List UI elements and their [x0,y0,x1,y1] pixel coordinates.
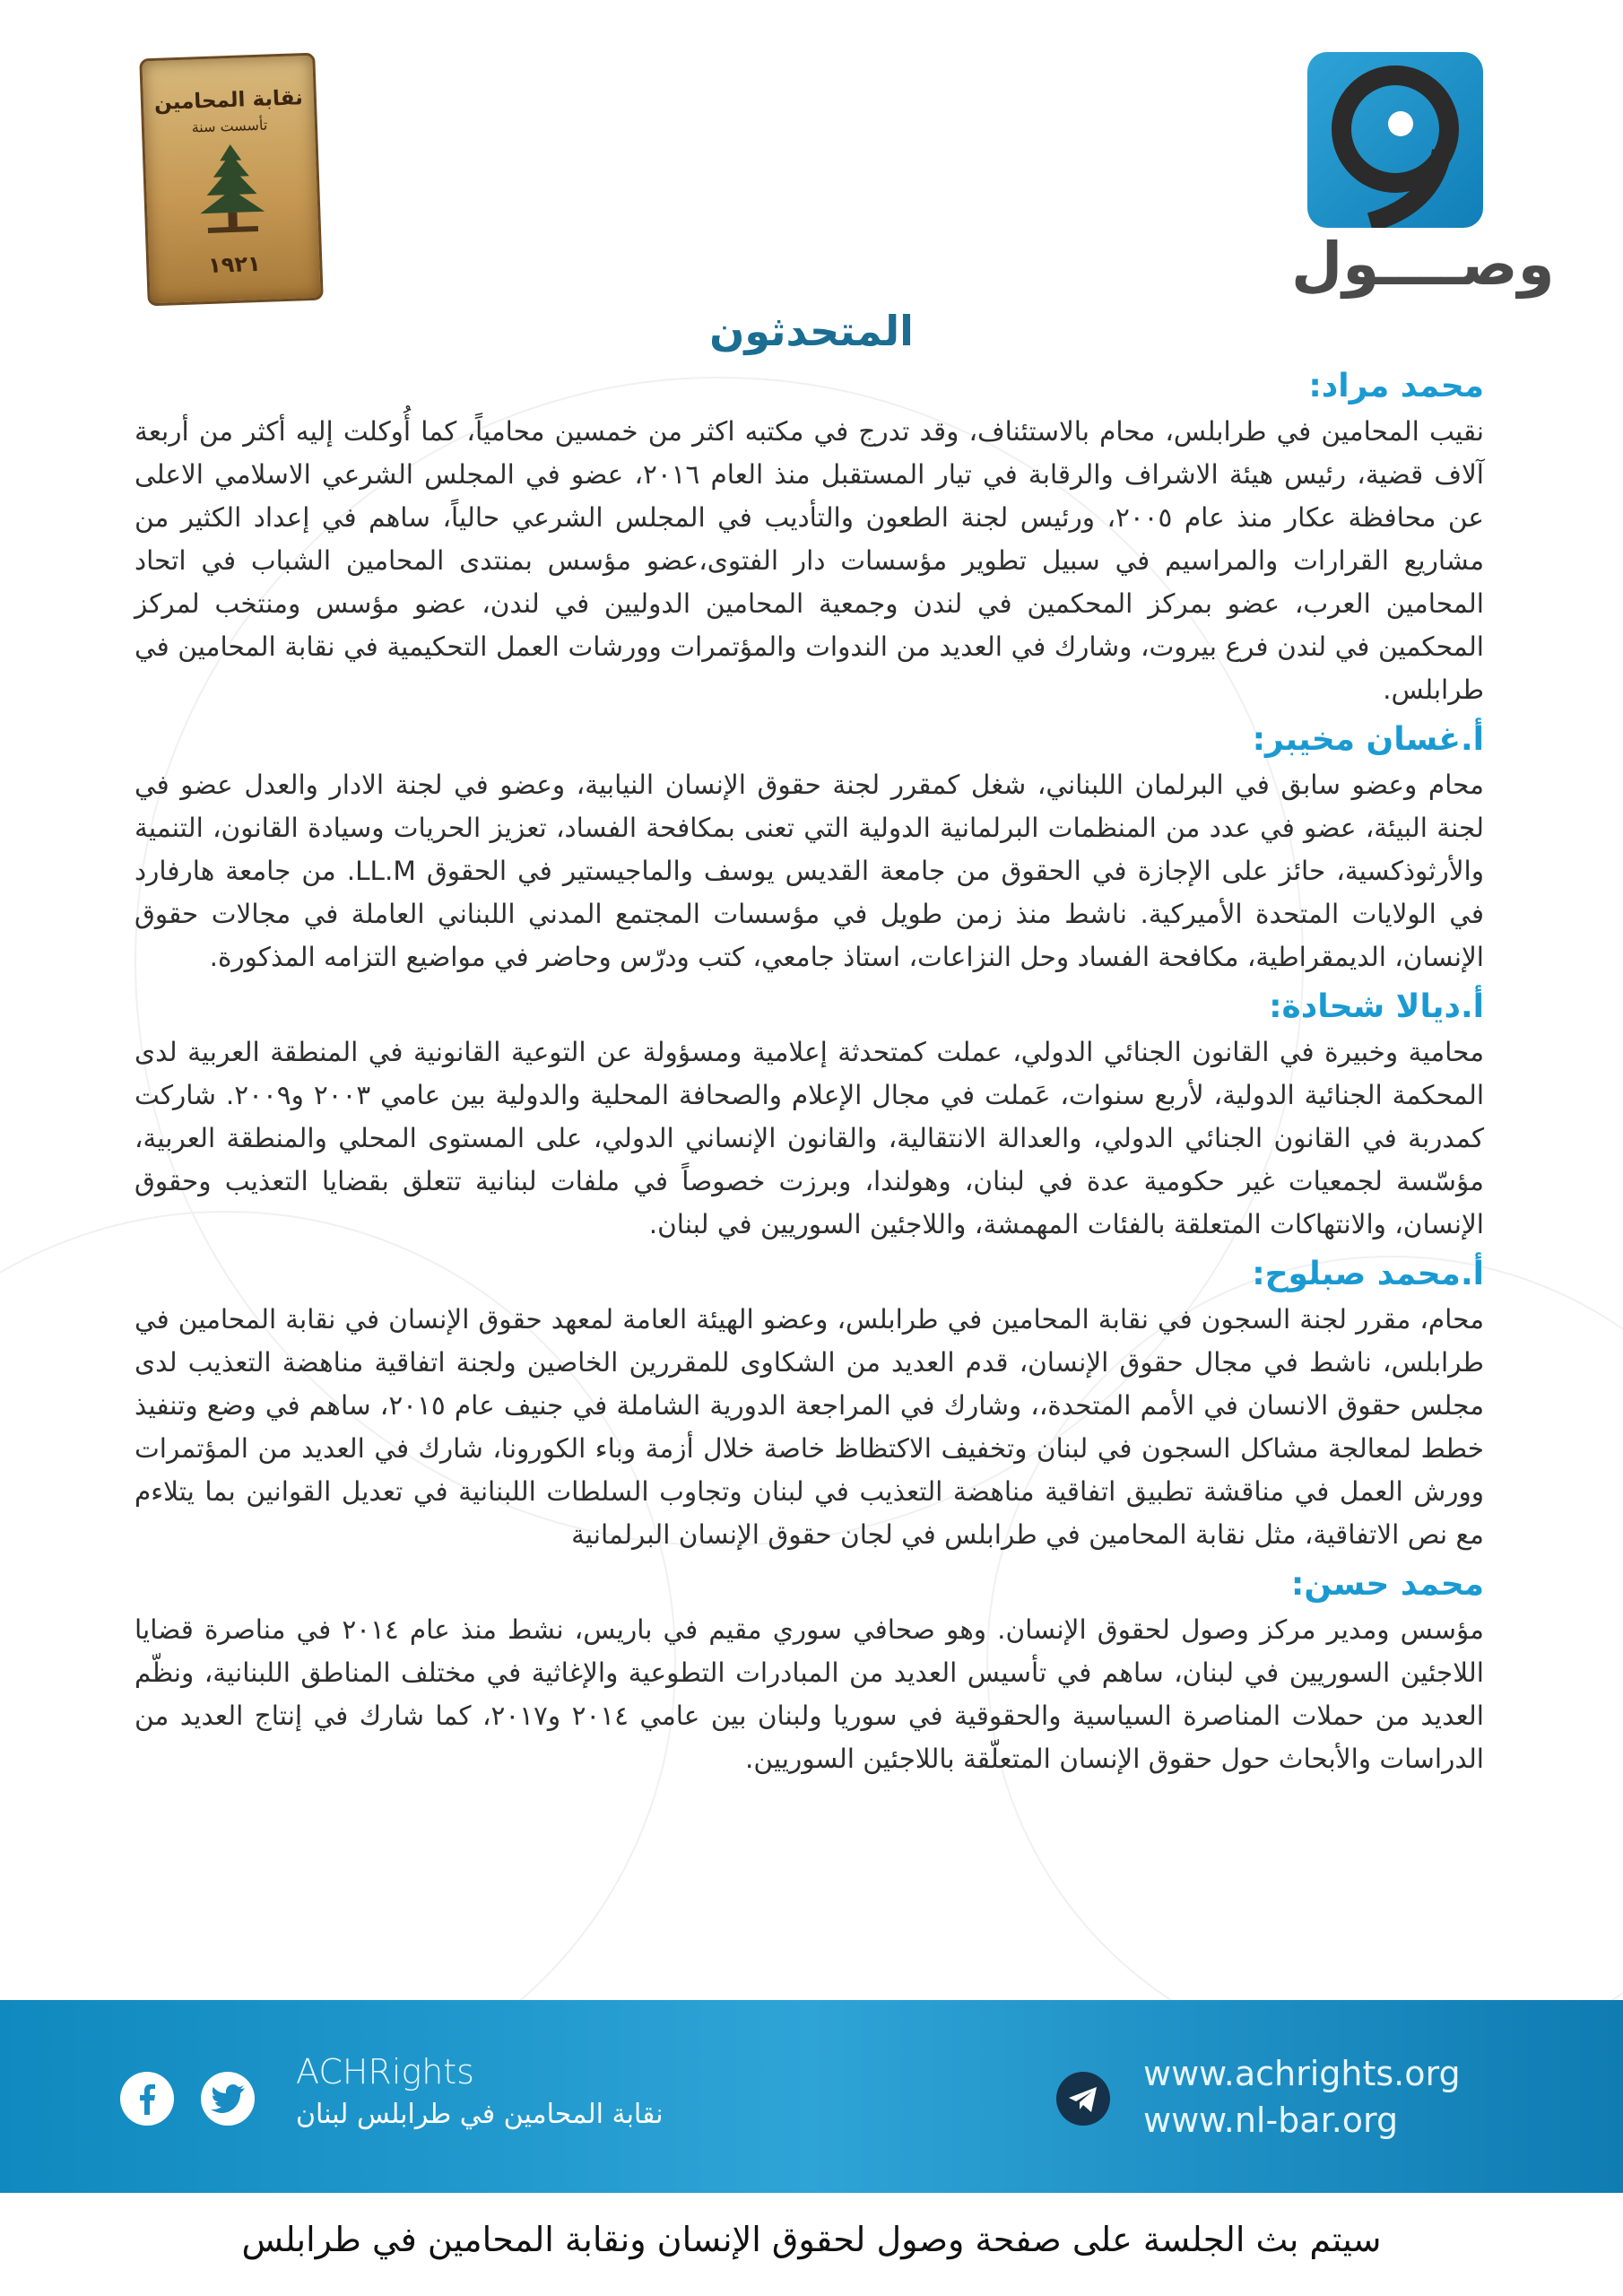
speaker-name: محمد مراد: [1308,368,1484,404]
badge-year: ١٩٢١ [207,250,262,278]
website-link[interactable]: www.nl-bar.org [1143,2100,1399,2140]
broadcast-note: سيتم بث الجلسة على صفحة وصول لحقوق الإنسان ونقابة المحامين في طرابلس [241,2220,1382,2259]
cedar-tree-icon [186,139,279,240]
speakers-list [135,363,1484,1786]
website-link[interactable]: www.achrights.org [1143,2054,1461,2093]
facebook-icon[interactable] [120,2072,174,2126]
bar-association-name: نقابة المحامين في طرابلس لبنان [296,2099,664,2130]
speaker-name: أ.غسان مخيبر: [1252,721,1484,758]
social-handle[interactable]: ACHRights [296,2052,474,2092]
speaker-bio: نقيب المحامين في طرابلس، محام بالاستئناف، وقد تدرج في مكتبه اكثر من خمسين محامياً، كما أُوكلت إليه أكثر من أربعة آلاف قضية، رئيس هيئة الاشراف والرقابة في تيار المستقبل منذ العام ٢٠١٦، عضو في المجلس الشرعي الاسلامي الاعلى عن محافظة عكار منذ عام ٢٠٠٥، ورئيس لجنة الطعون والتأديب في المجلس الشرعي حالياً، ساهم في إعداد الكثير من مشاريع القرارات والمراسيم في سبيل تطوير مؤسسات دار الفتوى،عضو مؤسس بمنتدى المحامين الشباب في اتحاد المحامين العرب، عضو بمركز المحكمين في لندن وجمعية المحامين الدوليين في لندن، عضو مؤسس ومنتخب لمركز المحكمين في لندن فرع بيروت، وشارك في العديد من الندوات والمؤتمرات وورشات العمل التحكيمية في نقابة المحامين في طرابلس. [135,416,1484,705]
footer-band [0,2000,1623,2193]
badge-title: نقابة المحامين [153,86,304,115]
speaker-section [135,363,1484,711]
speaker-section [135,717,1484,978]
badge-subtitle: تأسست سنة [191,116,268,136]
speaker-bio: محام، مقرر لجنة السجون في نقابة المحامين في طرابلس، وعضو الهيئة العامة لمعهد حقوق الإنسان في نقابة المحامين في طرابلس، ناشط في مجال حقوق الإنسان، قدم العديد من الشكاوى للمقررين الخاصين ولجنة اتفاقية مناهضة التعذيب لدى مجلس حقوق الانسان في الأمم المتحدة،، وشارك في المراجعة الدورية الشاملة في جنيف عام ٢٠١٥، ساهم في وضع وتنفيذ خطط لمعالجة مشاكل السجون في لبنان وتخفيف الاكتظاظ خاصة خلال أزمة وباء الكورونا، شارك في العديد من المؤتمرات وورش العمل في مناقشة تطبيق اتفاقية مناهضة التعذيب في لبنان وتجاوب السلطات اللبنانية في تعديل القوانين بما يتلاءم مع نص الاتفاقية، مثل نقابة المحامين في طرابلس في لجان حقوق الإنسان البرلمانية [135,1304,1484,1550]
speaker-section [135,1561,1484,1780]
speaker-bio: محامية وخبيرة في القانون الجنائي الدولي، عملت كمتحدثة إعلامية ومسؤولة عن التوعية القانونية في المنطقة العربية لدى المحكمة الجنائية الدولية، لأربع سنوات، عَملت في مجال الإعلام والصحافة المحلية والدولية بين عامي ٢٠٠٣ و٢٠٠٩. شاركت كمدربة في القانون الجنائي الدولي، والعدالة الانتقالية، والقانون الإنساني الدولي، على المستوى المحلي والمنطقة العربية، مؤسّسة لجمعيات غير حكومية عدة في لبنان، وهولندا، وبرزت خصوصاً في ملفات لبنانية تتعلق بقضايا التعذيب وحقوق الإنسان، والانتهاكات المتعلقة بالفئات المهمشة، واللاجئين السوريين في لبنان. [135,1037,1485,1239]
speaker-name: أ.محمد صبلوح: [1252,1256,1484,1292]
speaker-bio: مؤسس ومدير مركز وصول لحقوق الإنسان. وهو صحافي سوري مقيم في باريس، نشط منذ عام ٢٠١٤ في مناصرة قضايا اللاجئين السوريين في لبنان، ساهم في تأسيس العديد من المبادرات التطوعية والإغاثية في مختلف المناطق اللبنانية، ونظّم العديد من حملات المناصرة السياسية والحقوقية في سوريا ولبنان بين عامي ٢٠١٤ و٢٠١٧، كما شارك في إنتاج العديد من الدراسات والأبحاث حول حقوق الإنسان المتعلّقة باللاجئين السوريين. [135,1614,1484,1774]
page-title: المتحدثون [709,307,914,355]
wusool-logo [1307,52,1483,228]
speaker-name: أ.ديالا شحادة: [1269,988,1484,1025]
speaker-bio: محام وعضو سابق في البرلمان اللبناني، شغل كمقرر لجنة حقوق الإنسان النيابية، وعضو في لجنة الادار والعدل عضو في لجنة البيئة، عضو في عدد من المنظمات البرلمانية الدولية التي تعنى بمكافحة الفساد، تعزيز الحريات وسيادة القانون، التنمية والأرثوذكسية، حائز على الإجازة في الحقوق من جامعة القديس يوسف والماجيستير في الحقوق LL.M. من جامعة هارفارد في الولايات المتحدة الأميركية. ناشط منذ زمن طويل في مؤسسات المجتمع المدني اللبناني العاملة في مجالات حقوق الإنسان، الديمقراطية، مكافحة الفساد وحل النزاعات، استاذ جامعي، كتب ودرّس وحاضر في مواضيع التزامه المذكورة. [135,770,1484,972]
speaker-section [135,984,1484,1246]
speaker-section [135,1251,1484,1556]
logo-wordmark: وصــــول [1291,230,1555,299]
bar-association-logo [139,53,324,307]
speaker-name: محمد حسن: [1290,1566,1484,1603]
telegram-icon[interactable] [1056,2072,1110,2126]
twitter-icon[interactable] [201,2072,255,2126]
logo-mark-icon [1307,52,1483,228]
